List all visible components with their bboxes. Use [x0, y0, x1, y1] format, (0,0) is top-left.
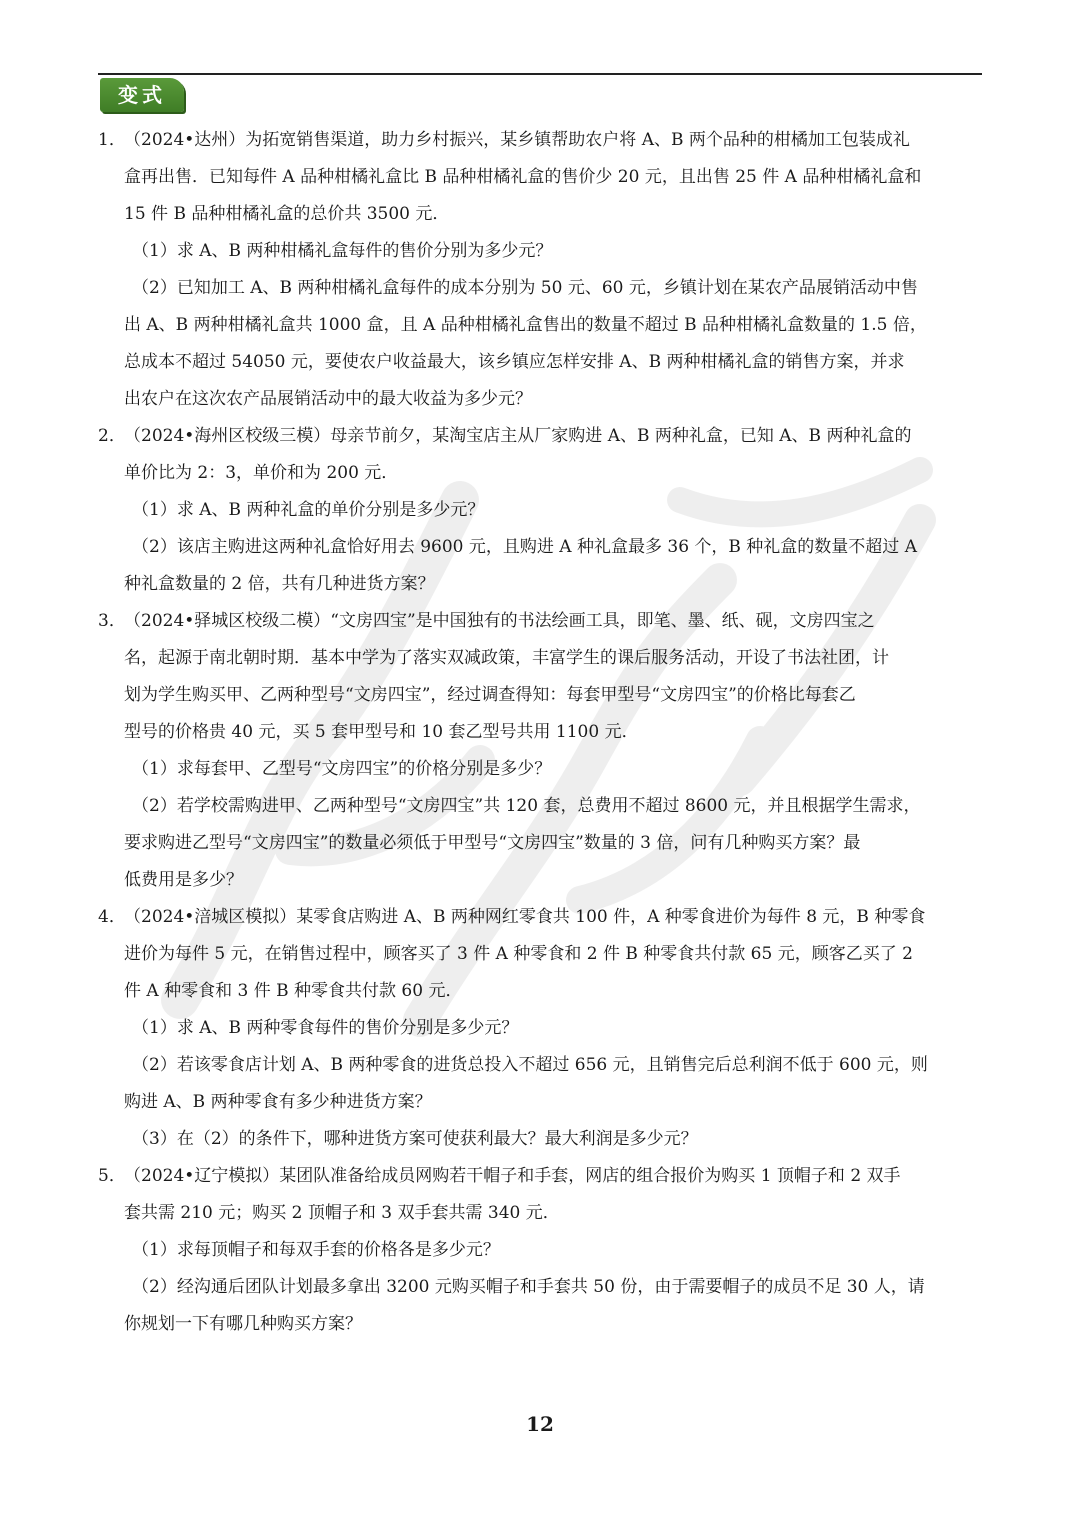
sub-question-line: 购进 A、B 两种零食有多少种进货方案？	[124, 1092, 432, 1112]
sub-question-line: （1）求 A、B 两种柑橘礼盒每件的售价分别为多少元？	[132, 241, 553, 261]
sub-question-line: （2）若该零食店计划 A、B 两种零食的进货总投入不超过 656 元，且销售完后总利润不低于 600 元，则	[132, 1055, 928, 1075]
problem-list	[98, 122, 984, 1343]
problem-text-line: 型号的价格贵 40 元，买 5 套甲型号和 10 套乙型号共用 1100 元．	[124, 722, 639, 742]
problem-text-line: （2024•达州）为拓宽销售渠道，助力乡村振兴，某乡镇帮助农户将 A、B 两个品种的柑橘加工包装成礼	[124, 130, 910, 150]
sub-question-line: （1）求每套甲、乙型号“文房四宝”的价格分别是多少？	[132, 759, 552, 779]
sub-question-line: （1）求 A、B 两种礼盒的单价分别是多少元？	[132, 500, 485, 520]
problem-text-line: （2024•涪城区模拟）某零食店购进 A、B 两种网红零食共 100 件，A 种零食进价为每件 8 元，B 种零食	[124, 907, 926, 927]
problem-item	[98, 899, 984, 1158]
problem-text-line: 盒再出售．已知每件 A 品种柑橘礼盒比 B 品种柑橘礼盒的售价少 20 元，且出售 25 件 A 品种柑橘礼盒和	[124, 167, 922, 187]
problem-number: 3．	[98, 611, 126, 631]
sub-question-line: 你规划一下有哪几种购买方案？	[124, 1314, 362, 1334]
sub-question-line: （2）若学校需购进甲、乙两种型号“文房四宝”共 120 套，总费用不超过 8600 元，并且根据学生需求，	[132, 796, 921, 816]
problem-text-line: 件 A 种零食和 3 件 B 种零食共付款 60 元．	[124, 981, 463, 1001]
sub-question-line: （1）求 A、B 两种零食每件的售价分别是多少元？	[132, 1018, 519, 1038]
sub-question-line: （1）求每顶帽子和每双手套的价格各是多少元？	[132, 1240, 500, 1260]
problem-item	[98, 122, 984, 418]
problem-text-line: 名，起源于南北朝时期．基本中学为了落实双减政策，丰富学生的课后服务活动，开设了书法社团，计	[124, 648, 889, 668]
problem-item	[98, 418, 984, 603]
problem-text-line: （2024•海州区校级三模）母亲节前夕，某淘宝店主从厂家购进 A、B 两种礼盒，已知 A、B 两种礼盒的	[124, 426, 912, 446]
sub-question-line: 要求购进乙型号“文房四宝”的数量必须低于甲型号“文房四宝”数量的 3 倍，问有几种购买方案？最	[124, 833, 861, 853]
problem-item	[98, 1158, 984, 1343]
problem-text-line: 划为学生购买甲、乙两种型号“文房四宝”，经过调查得知：每套甲型号“文房四宝”的价格比每套乙	[124, 685, 856, 705]
problem-text-line: 15 件 B 品种柑橘礼盒的总价共 3500 元．	[124, 204, 450, 224]
sub-question-line: 种礼盒数量的 2 倍，共有几种进货方案？	[124, 574, 435, 594]
sub-question-line: 低费用是多少？	[124, 870, 243, 890]
problem-text-line: （2024•驿城区校级二模）“文房四宝”是中国独有的书法绘画工具，即笔、墨、纸、砚，文房四宝之	[124, 611, 875, 631]
sub-question-line: 出 A、B 两种柑橘礼盒共 1000 盒，且 A 品种柑橘礼盒售出的数量不超过 B 品种柑橘礼盒数量的 1.5 倍，	[124, 315, 927, 335]
problem-number: 4．	[98, 907, 126, 927]
problem-text-line: （2024•辽宁模拟）某团队准备给成员网购若干帽子和手套，网店的组合报价为购买 1 顶帽子和 2 双手	[124, 1166, 901, 1186]
problem-text-line: 进价为每件 5 元，在销售过程中，顾客买了 3 件 A 种零食和 2 件 B 种零食共付款 65 元，顾客乙买了 2	[124, 944, 913, 964]
section-tag: 变式	[100, 78, 184, 112]
problem-text-line: 单价比为 2：3，单价和为 200 元．	[124, 463, 399, 483]
sub-question-line: （3）在（2）的条件下，哪种进货方案可使获利最大？最大利润是多少元？	[132, 1129, 698, 1149]
problem-number: 2．	[98, 426, 126, 446]
page-number: 12	[526, 1412, 554, 1436]
problem-number: 1．	[98, 130, 126, 150]
problem-text-line: 套共需 210 元；购买 2 顶帽子和 3 双手套共需 340 元．	[124, 1203, 560, 1223]
sub-question-line: 总成本不超过 54050 元，要使农户收益最大，该乡镇应怎样安排 A、B 两种柑橘礼盒的销售方案，并求	[124, 352, 905, 372]
sub-question-line: （2）该店主购进这两种礼盒恰好用去 9600 元，且购进 A 种礼盒最多 36 个，B 种礼盒的数量不超过 A	[132, 537, 917, 557]
top-rule	[98, 73, 982, 75]
sub-question-line: （2）经沟通后团队计划最多拿出 3200 元购买帽子和手套共 50 份，由于需要帽子的成员不足 30 人，请	[132, 1277, 925, 1297]
problem-number: 5．	[98, 1166, 126, 1186]
sub-question-line: 出农户在这次农产品展销活动中的最大收益为多少元？	[124, 389, 532, 409]
problem-item	[98, 603, 984, 899]
sub-question-line: （2）已知加工 A、B 两种柑橘礼盒每件的成本分别为 50 元、60 元，乡镇计划在某农产品展销活动中售	[132, 278, 918, 298]
